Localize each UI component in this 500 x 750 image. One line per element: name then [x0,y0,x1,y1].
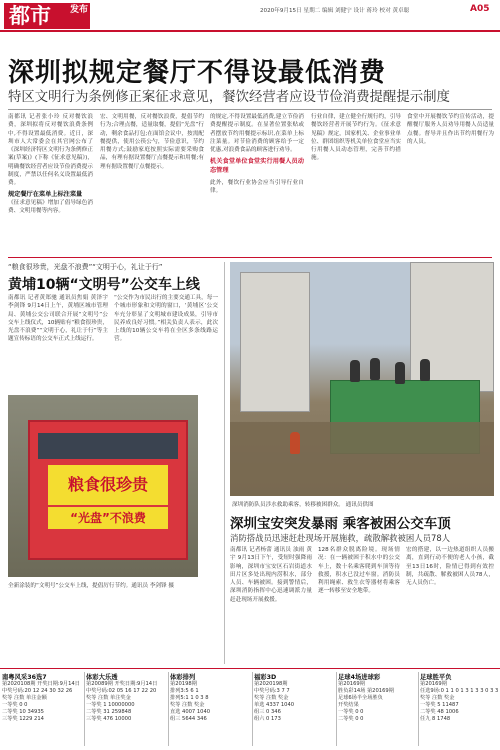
rescuer [290,432,300,454]
flood-photo-caption: 深圳消防队员涉水救助乘客，转移被困群众。 通讯员供图 [232,502,374,508]
lead-text: 《征求意见稿》增加了倡导绿色消费、文明用餐等内容。 [8,199,93,215]
lottery-line: 胜负彩14场 第20169期 [338,688,394,694]
flood-headline: 深圳宝安突发暴雨 乘客被困公交车顶 [230,516,451,532]
lottery-line: 奖等 注数 单注奖金 [86,695,131,701]
lottery-panel [170,672,250,748]
bus-window [38,433,178,459]
lottery-line: 组三 5644 346 [170,716,207,722]
lottery-panel [254,672,334,748]
lottery-title: 足球4场进球彩 [338,674,381,681]
lottery-line: 三等奖 476 10000 [86,716,132,722]
flood-photo [230,262,494,496]
lottery-line: 一等奖 1 10000000 [86,702,135,708]
lottery-line: 足球6场半全场胜负 [338,695,383,701]
lead-text: 南都讯 记者张小玲 反对餐饮浪费，深圳拟将反对餐饮浪费条例中,不得设置最低消费。近日，深圳市人大常委会在其官网公布了《深圳经济特区文明行为条例修正案(草案)》(下称《征求意见稿》)，明确餐饮经营者应设节俭消费提示制度，严禁以任何名义设置最低消费。 [8,114,93,187]
lottery-line: 排列5:1 1 0 3 8 [170,695,209,701]
bus-slogan-2: “光盘”不浪费 [48,507,168,529]
lottery-line: 奖等 注数 单注金额 [2,695,47,701]
lottery-title: 体彩排列 [170,674,196,681]
lottery-line: 直选 4007 1040 [170,709,211,715]
lottery-line: 排列3:5 6 1 [170,688,199,694]
lottery-line: 奖等 注数 奖金 [170,702,205,708]
lead-headline: 深圳拟规定餐厅不得设最低消费 [8,58,387,88]
lottery-line: 第2020108期 开奖日期:9月14日 [2,681,80,687]
divider [8,109,492,110]
lottery-line: 三等奖 1229 214 [2,716,44,722]
lottery-panel [338,672,416,748]
lottery-line: 奖等 注数 奖金 [254,695,289,701]
lottery-line: 组三 0 346 [254,709,281,715]
lottery-panel [420,672,498,748]
lottery-title: 足球胜平负 [420,674,452,681]
section-logo-sub: 发布 [70,5,89,15]
lottery-line: 一等奖 0 0 [2,702,28,708]
lead-column-3 [210,113,304,253]
flood-column-1: 南都讯 记者杨蕾 通讯员 浊雨 黄宇 9月13日下午，受短时强降雨影响，深圳市宝安区石岩街道水田片区多处出现内涝积水，部分人员、车辆被困。接到警情后，深圳消防指挥中心迅速调派力量赶赴现场开展救援。 [230,547,312,603]
lottery-separator [84,672,85,746]
lottery-separator [418,672,419,746]
bus-kicker: “粮食很珍贵，光盘不浪费”“文明于心，礼让于行” [8,263,163,271]
lottery-line: 一等奖 5 11487 [420,702,459,708]
lead-text: 此外，餐饮行业协会应当引导行业自律。 [210,180,304,195]
lottery-line: 第2020198期 [254,681,288,687]
lottery-line: 二等奖 10 34935 [2,709,44,715]
lottery-line: 任九 8 1748 [420,716,451,722]
building [240,272,310,412]
lottery-line: 组六 0 173 [254,716,281,722]
lead-column-5: 食堂中开展餐饮节约宣传活动，提醒餐厅服务人员劝导用餐人员适量点餐。督导并且作出节约用餐行为的人员。 [407,114,494,145]
lottery-line: 中奖号码:02 05 16 17 22 20 [86,688,157,694]
lottery-title: 福彩3D [254,674,277,681]
lottery-line: 单选 4337 1040 [254,702,295,708]
lottery-line: 二等奖 0 0 [338,716,364,722]
lottery-line: 一等奖 0 0 [338,709,364,715]
bus-photo [8,395,198,577]
person [350,360,360,382]
lottery-line: 第20198期 [170,681,197,687]
column-separator [224,262,225,664]
bus-headline: 黄埔10辆“文明号”公交车上线 [8,277,200,293]
flood-water [230,422,494,496]
bus-column-2: “公交作为市民出行的主要交通工具，每一个城市形象和文明的窗口，‘黄埔区’公交车充分彰显了文明城市建设成果，引导市民养成良好习惯。”相关负责人表示，此次上线的10辆公交车将在全区多条线路运营。 [114,295,218,343]
lottery-line: 第20169期 [420,681,447,687]
bus-slogan-1: 粮食很珍贵 [48,465,168,505]
lottery-title: 南粤风采36选7 [2,674,47,681]
lottery-line: 中奖号码:3 7 7 [254,688,290,694]
bus-photo-caption: 全新涂装的“文明号”公交车上线，提倡厉行节约。通讯员 李剑锋 摄 [8,583,174,589]
flood-subheadline: 消防搭战员迅速赶赴现场开展施救，疏散解救被困人员78人 [230,533,451,543]
page-number: A05 [470,4,490,14]
person [395,362,405,384]
lead-subheadline: 特区文明行为条例修正案征求意见，餐饮经营者应设节俭消费提醒提示制度 [8,90,450,105]
lottery-line: 开奖结果 [338,702,359,708]
lead-column-1 [8,113,93,253]
lottery-line: 二等奖 48 1006 [420,709,459,715]
lottery-separator [252,672,253,746]
dateline: 2020年9月15日 星期二 编辑 刘健宁 设计 蒋玲 校对 黄卓聪 [260,8,410,14]
lead-column-4: 行业自律，建立健全行规行约，引导餐饮经营者开展节约行为。《征求意见稿》规定，国家机关、企业事业单位、群团组织等机关单位食堂应当实行用餐人员动态管理，完善节约措施。 [311,114,401,162]
flood-column-3: 宏的搭建，以一边热道组织人员搬离，直到行动不便的老人小孩，截至13日16时，险情已得到有效控制，共疏散、解救被困人员78人，无人员伤亡。 [406,547,494,587]
bus-column-1: 南都讯 记者黄郑驰 通讯员焦娟 黄泽宇 李剑锋 9月14日上午，黄埔区城市管理局、黄埔公交公司联合开展“文明号”公交车上线仪式，10辆贴有“粮食很珍贵，光盘不浪费”“文明于心，礼让于行”等主题宣传标语的公交车正式上线运行。 [8,295,108,343]
lead-column-2: 宏、文明用餐，反对餐饮浪费，提倡节约行为;合理点餐，适量取餐，提倡“光盘”行动，剩余食品打包;在面馆会议中，按需配餐提供，使用公筷公勺，节俭意识，节约用餐方式;鼓励家庭按照实际需要采购食品，有理有据设置餐厅点餐提示和用餐;有理有据设置餐厅点餐提示。 [100,114,204,170]
lead-side-title: 规定餐厅在菜单上标注菜量 [8,190,83,198]
lottery-line: 任选9场:0 1 1 0 1 3 1 3 3 0 3 3 [420,688,498,694]
person [370,358,380,380]
lottery-separator [336,672,337,746]
lottery-line: 奖等 注数 奖金 [420,695,455,701]
lottery-panel [86,672,166,748]
lottery-line: 第20089期 开奖日期:9月14日 [86,681,158,687]
lead-text: 的规定,不得设置最低消费,建立节俭消费提醒提示制度。在显著位置张贴或者摆放节约用餐提示标识,在菜单上标注菜量。对节俭消费的顾客给予一定优惠,对浪费食品的顾客进行劝导。 [210,114,304,154]
section-logo: 都市 [4,3,90,29]
divider [8,257,492,258]
lottery-title: 体彩大乐透 [86,674,118,681]
lottery-line: 二等奖 31 259848 [86,709,132,715]
lottery-line: 中奖号码:20 12 24 30 32 26 [2,688,73,694]
lottery-line: 第20169期 [338,681,365,687]
person [420,359,430,381]
lead-box-title: 机关食堂单位食堂实行用餐人员动态管理 [210,158,304,174]
lottery-separator [168,672,169,746]
flood-column-2: 128名群众脱离险境。现场情况：在一辆被困于积水中的公交车上，数十名乘客爬到车顶等待救援，积水已没过车窗。消防员利用绳索、救生衣等器材将乘客逐一转移至安全地带。 [318,547,400,595]
lottery-panel [2,672,82,748]
